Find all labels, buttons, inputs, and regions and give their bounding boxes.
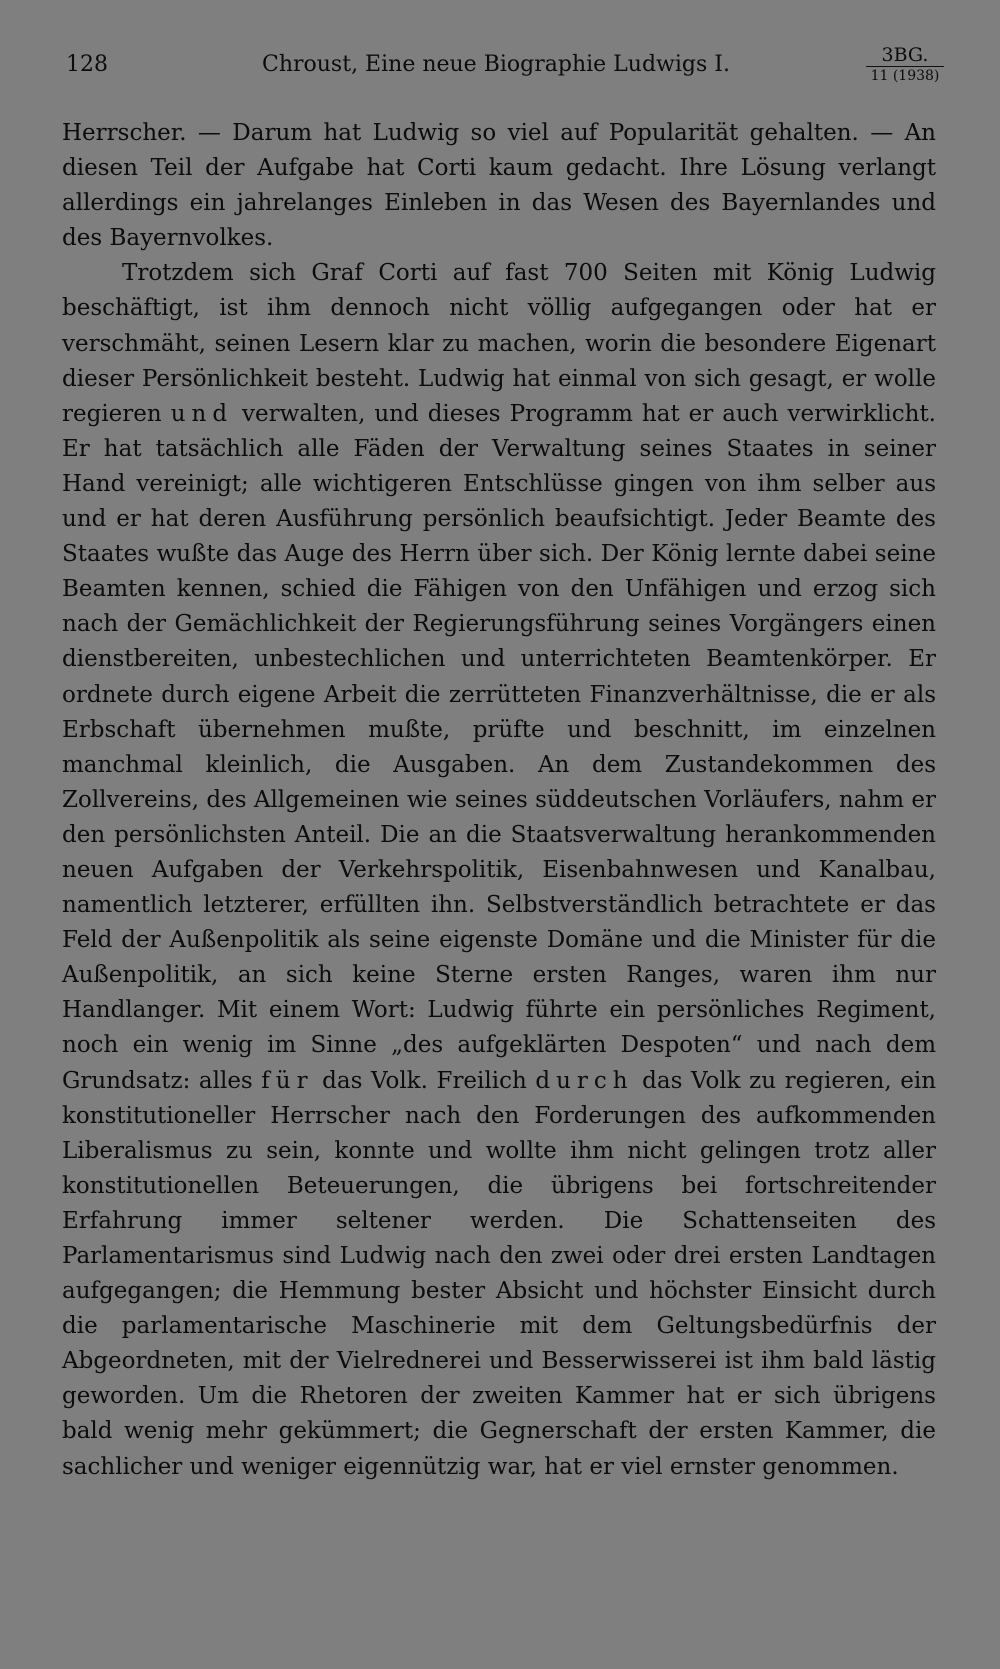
running-title: Chroust, Eine neue Biographie Ludwigs I.	[262, 52, 730, 77]
journal-code: 3BG.	[881, 44, 929, 66]
text-segment: Trotzdem sich Graf Corti auf fast 700 Seiten mit König Ludwig beschäftigt, ist ihm dennoch nicht völlig aufgegangen oder hat er verschmäht, seinen Lesern klar zu machen, worin die besondere Eigenart dieser Persönlichkeit besteht. Ludwig hat einmal von sich gesagt, er wolle regieren	[62, 260, 936, 427]
page-header	[0, 44, 1000, 92]
text-segment: Herrscher. — Darum hat Ludwig so viel auf Popularität gehalten. — An diesen Teil der Aufgabe hat Corti kaum gedacht. Ihre Lösung verlangt allerdings ein jahrelanges Einleben in das Wesen des Bayernlandes und des Bayernvolkes.	[62, 120, 936, 252]
text-segment: das Volk zu regieren, ein konstitutioneller Herrscher nach den Forderungen des aufkommenden Liberalismus zu sein, konnte und wollte ihm nicht gelingen trotz aller konstitutionellen Beteuerungen, die übrigens bei fortschreitender Erfahrung immer seltener werden. Die Schattenseiten des Parlamentarismus sind Ludwig nach den zwei oder drei ersten Landtagen aufgegangen; die Hemmung bester Absicht und höchster Einsicht durch die parlamentarische Maschinerie mit dem Geltungsbedürfnis der Abgeordneten, mit der Vielrednerei und Besserwisserei ist ihm bald lästig geworden. Um die Rhetoren der zweiten Kammer hat er sich übrigens bald wenig mehr gekümmert; die Gegnerschaft der ersten Kammer, die sachlicher und weniger eigennützig war, hat er viel ernster genommen.	[62, 1067, 937, 1480]
emphasis-spaced: für	[261, 1067, 314, 1094]
body-text	[62, 116, 936, 1485]
text-segment: das Volk. Freilich	[313, 1067, 536, 1094]
journal-reference	[866, 44, 944, 84]
paragraph-1	[62, 116, 936, 256]
paragraph-2	[62, 256, 936, 1484]
emphasis-spaced: und	[170, 400, 234, 427]
text-segment: verwalten, und dieses Programm hat er auch verwirklicht. Er hat tatsächlich alle Fäden der Verwaltung seines Staates in seiner Hand vereinigt; alle wichtigeren Entschlüsse gingen von ihm selber aus und er hat deren Ausführung persönlich beaufsichtigt. Jeder Beamte des Staates wußte das Auge des Herrn über sich. Der König lernte dabei seine Beamten kennen, schied die Fähigen von den Unfähigen und erzog sich nach der Gemächlichkeit der Regierungsführung seines Vorgängers einen dienstbereiten, unbestechlichen und unterrichteten Beamtenkörper. Er ordnete durch eigene Arbeit die zerrütteten Finanzverhältnisse, die er als Erbschaft übernehmen mußte, prüfte und beschnitt, im einzelnen manchmal kleinlich, die Ausgaben. An dem Zustandekommen des Zollvereins, des Allgemeinen wie seines süddeutschen Vorläufers, nahm er den persönlichsten Anteil. Die an die Staatsverwaltung herankommenden neuen Aufgaben der Verkehrspolitik, Eisenbahnwesen und Kanalbau, namentlich letzterer, erfüllten ihn. Selbstverständlich betrachtete er das Feld der Außenpolitik als seine eigenste Domäne und die Minister für die Außenpolitik, an sich keine Sterne ersten Ranges, waren ihm nur Handlanger. Mit einem Wort: Ludwig führte ein persönliches Regiment, noch ein wenig im Sinne „des aufgeklärten Despoten“ und nach dem Grundsatz: alles	[62, 400, 936, 1094]
journal-volume: 11 (1938)	[866, 66, 944, 84]
emphasis-spaced: durch	[535, 1067, 634, 1094]
page-number: 128	[66, 52, 108, 77]
